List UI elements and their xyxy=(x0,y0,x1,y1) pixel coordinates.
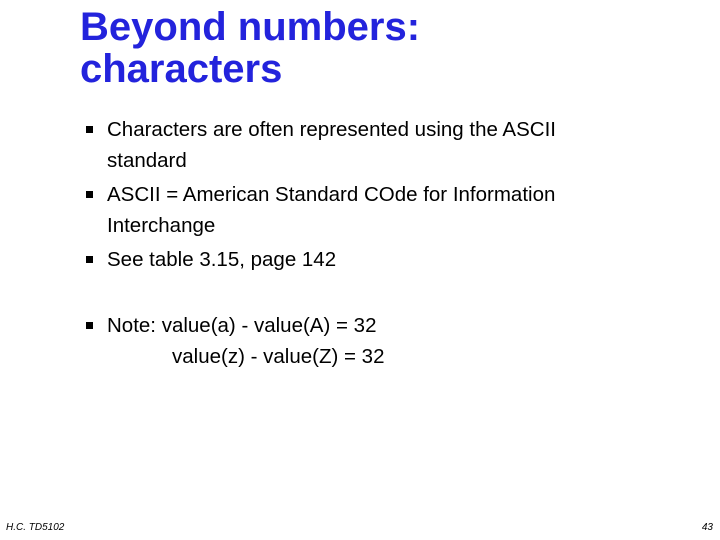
bullet-line: standard xyxy=(107,149,187,172)
bullet-text xyxy=(107,244,700,275)
bullet-item-table-reference xyxy=(80,244,700,275)
bullet-item-ascii-standard xyxy=(80,114,700,176)
page-number: 43 xyxy=(701,522,713,533)
bullet-item-ascii-definition xyxy=(80,179,700,241)
bullet-text xyxy=(107,179,700,241)
slide-title xyxy=(80,6,420,90)
square-bullet-icon xyxy=(86,322,93,329)
bullet-line: Characters are often represented using the ASCII xyxy=(107,118,556,141)
bullet-line: Interchange xyxy=(107,214,216,237)
footer-author: H.C. TD5102 xyxy=(6,522,65,533)
square-bullet-icon xyxy=(86,191,93,198)
bullet-text xyxy=(107,310,700,372)
bullet-text xyxy=(107,114,700,176)
slide-title-line-1: Beyond numbers: xyxy=(80,5,421,49)
bullet-line-indented: value(z) - value(Z) = 32 xyxy=(172,345,385,368)
square-bullet-icon xyxy=(86,256,93,263)
bullet-line: See table 3.15, page 142 xyxy=(107,248,337,271)
slide-title-line-2: characters xyxy=(80,47,283,91)
bullet-line: ASCII = American Standard COde for Information xyxy=(107,183,556,206)
bullet-item-note xyxy=(80,310,700,372)
bullet-list xyxy=(80,114,700,375)
bullet-line: Note: value(a) - value(A) = 32 xyxy=(107,314,377,337)
square-bullet-icon xyxy=(86,126,93,133)
